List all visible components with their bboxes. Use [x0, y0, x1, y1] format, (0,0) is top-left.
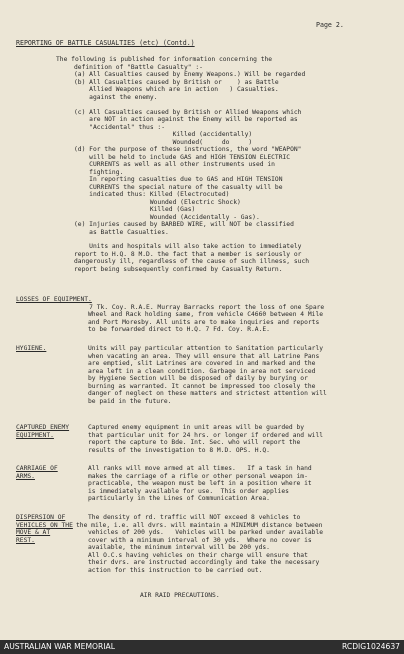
dispersion-label: REST. [16, 536, 35, 544]
text-line: when vacating an area. They will ensure that all Latrine Pans [88, 352, 320, 360]
text-line: report to H.Q. 8 M.D. the fact that a member is seriously or [74, 250, 302, 258]
text-line: Wounded (Accidentally - Gas). [74, 213, 260, 221]
text-line: Wounded (Electric Shock) [74, 198, 241, 206]
text-line: (d) For the purpose of these instructions, the word "WEAPON" [74, 146, 302, 153]
text-line: CURRENTS as well as all other instruments used in [74, 161, 275, 168]
text-line: Killed (accidentally) [74, 131, 253, 138]
captured-label: EQUIPMENT. [16, 431, 54, 439]
text-line: indicated thus: Killed (Electrocuted) [74, 191, 230, 198]
section-heading: REPORTING OF BATTLE CASUALTIES (etc) (Contd.) [16, 39, 195, 47]
archive-footer [0, 640, 404, 654]
text-line: are emptied, slit Latrines are covered in and marked and the [88, 360, 316, 367]
text-line: fighting. [74, 168, 124, 176]
text-line: definition of "Battle Casualty" :- [74, 63, 203, 71]
arms-label: CARRIAGE OF [16, 465, 58, 472]
text-line: vehicles of 200 yds. Vehicles will be parked under available [88, 529, 324, 536]
text-line: cover with a minimum interval of 30 yds. Where no cover is [88, 536, 312, 544]
text-line: action for this instruction to be carried out. [88, 566, 263, 574]
dispersion-label: VEHICLES ON THE [16, 521, 73, 529]
text-line: Killed (Gas) [74, 206, 196, 213]
footer-source: AUSTRALIAN WAR MEMORIAL [4, 642, 115, 651]
text-line: will be held to include GAS and HIGH TENSION ELECTRIC [74, 153, 291, 161]
text-line: as Battle Casualties. [74, 228, 169, 236]
text-line: Allied Weapons which are in action ) Casualties. [74, 86, 279, 93]
text-line: makes the carriage of a rifle or other personal weapon im- [88, 472, 308, 480]
text-line: to be forwarded direct to H.Q. 7 Fd. Coy. R.A.E. [88, 326, 270, 333]
text-line: In reporting casualties due to GAS and HIGH TENSION [74, 176, 283, 183]
footer-record-id: RCDIG1024637 [342, 642, 400, 651]
text-line: The density of rd. traffic will NOT exceed 8 vehicles to [88, 514, 301, 521]
text-line: is immediately available for use. This order applies [88, 487, 289, 495]
captured-label: CAPTURED ENEMY [16, 424, 70, 431]
text-line: danger of neglect on these matters and strictest attention will [88, 390, 327, 397]
text-line: (c) All Casualties caused by British or Allied Weapons which [74, 108, 302, 116]
text-line: (e) Injuries caused by BARBED WIRE, will NOT be classified [74, 221, 294, 228]
arms-label: ARMS. [16, 472, 35, 480]
hygiene-label: HYGIENE. [16, 345, 47, 352]
text-line: the mile, i.e. all dvrs. will maintain a MINIMUM distance between [76, 521, 323, 529]
text-line: (b) All Casualties caused by British or ) as Battle [74, 78, 279, 86]
text-line: practicable, the weapon must be left in a position where it [88, 480, 312, 487]
text-line: area left in a clean condition. Garbage in area not serviced [88, 367, 316, 375]
text-line: (a) All Casualties caused by Enemy Weapons.) Will be regarded [74, 71, 306, 78]
page-number: Page 2. [316, 21, 344, 29]
text-line: Wounded( do ) [74, 138, 253, 146]
text-line: The following is published for information concerning the [56, 56, 273, 63]
text-line: CURRENTS the special nature of the casualty will be [74, 183, 283, 191]
text-line: Units and hospitals will also take action to immediately [74, 243, 302, 250]
text-line: Wheel and Rack holding same, from vehicle C4660 between 4 Mile [88, 311, 324, 318]
text-line: Units will pay particular attention to Sanitation particularly [88, 345, 324, 352]
text-line: burning as warranted. It cannot be impressed too closely the [88, 382, 316, 390]
text-line: All ranks will move armed at all times. If a task in hand [88, 465, 312, 472]
text-line: report being subsequently confirmed by Casualty Return. [74, 265, 283, 273]
text-line: be paid in the future. [88, 397, 172, 405]
text-line: available, the minimum interval will be 200 yds. [88, 544, 270, 551]
text-line: Captured enemy equipment in unit areas will be guarded by [88, 424, 305, 431]
dispersion-label: MOVE & AT [16, 529, 51, 536]
text-line: against the enemy. [74, 93, 158, 101]
text-line: that particular unit for 24 hrs. or longer if ordered and will [88, 431, 324, 439]
losses-label: LOSSES OF EQUIPMENT. [16, 296, 92, 303]
text-line: All O.C.s having vehicles on their charge will ensure that [88, 551, 308, 559]
text-line: "Accidental" thus :- [74, 123, 165, 131]
text-line: dangerously ill, regardless of the cause of such illness, such [74, 258, 310, 265]
text-line: are NOT in action against the Enemy will be reported as [74, 116, 298, 123]
text-line: and Port Moresby. All units are to make inquiries and reports [88, 318, 320, 326]
text-line: 7 Tk. Coy. R.A.E. Murray Barracks report the loss of one Spare [74, 303, 325, 311]
text-line: particularly in the Lines of Communication Area. [88, 495, 270, 502]
dispersion-label: DISPERSION OF [16, 514, 66, 521]
text-line: report the capture to Bde. Int. Sec. who will report the [88, 439, 301, 446]
next-section-heading: AIR RAID PRECAUTIONS. [140, 592, 220, 599]
text-line: their dvrs. are instructed accordingly and take the necessary [88, 559, 320, 566]
text-line: by Hygiene Section will be disposed of daily by burying or [88, 375, 308, 382]
text-line: results of the investigation to 8 M.D. OPS. H.Q. [88, 446, 270, 454]
